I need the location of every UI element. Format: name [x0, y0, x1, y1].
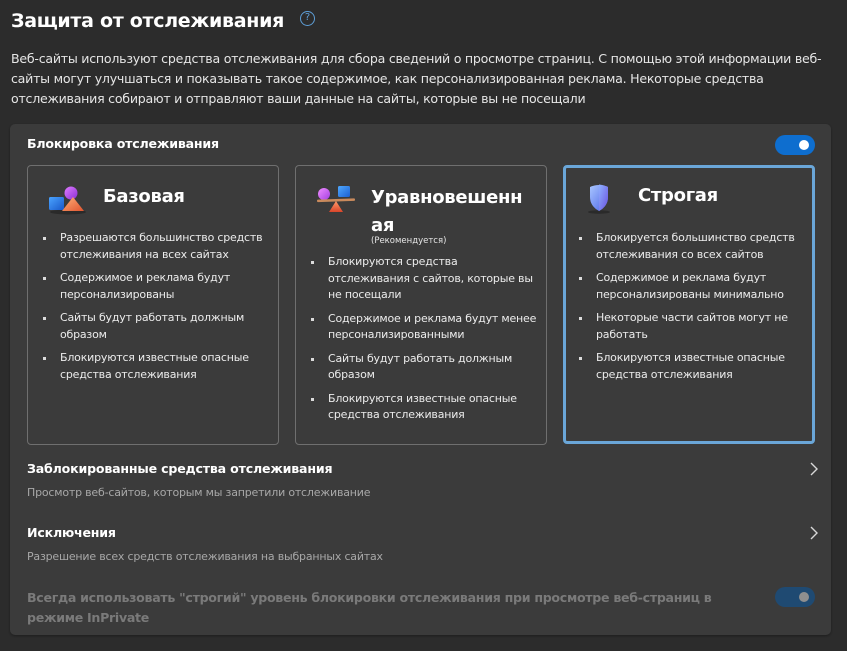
tracking-settings-card — [10, 124, 831, 635]
bullet-item: Содержимое и реклама будут менее персонализированными — [310, 311, 538, 344]
blocked-trackers-link[interactable] — [27, 461, 817, 499]
shield-icon — [582, 182, 626, 214]
bullet-item: Блокируется большинство средств отслеживания со всех сайтов — [578, 230, 806, 263]
bullet-item: Некоторые части сайтов могут не работать — [578, 310, 806, 343]
recommended-label: (Рекомендуется) — [371, 236, 447, 246]
bullet-item: Блокируются средства отслеживания с сайтов, которые вы не посещали — [310, 254, 538, 304]
level-title: Уравновешенная — [371, 187, 523, 236]
page-description: Веб-сайты используют средства отслеживания для сбора сведений о просмотре страниц. С помощью этой информации веб-сайты могут улучшаться и показывать такое содержимое, как персонализированная реклама. Некоторые средства отслеживания собирают и отправляют ваши данные на сайты, которые вы не посещали — [11, 51, 822, 106]
level-title: Базовая — [103, 186, 185, 207]
chevron-right-icon[interactable] — [809, 461, 819, 477]
bullet-item: Содержимое и реклама будут персонализированы минимально — [578, 270, 806, 303]
help-icon[interactable]: ? — [300, 11, 315, 26]
toggle-knob — [799, 140, 809, 150]
page-title: Защита от отслеживания — [11, 10, 285, 32]
bullet-item: Блокируются известные опасные средства отслеживания — [578, 350, 806, 383]
bullet-item: Сайты будут работать должным образом — [310, 351, 538, 384]
exceptions-title: Исключения — [27, 525, 116, 540]
chevron-right-icon[interactable] — [809, 525, 819, 541]
inprivate-strict-label: Всегда использовать "строгий" уровень блокировки отслеживания при просмотре веб-страниц в режиме InPrivate — [27, 590, 712, 625]
bullet-item: Разрешаются большинство средств отслеживания на всех сайтах — [42, 230, 270, 263]
balance-scale-icon — [314, 183, 358, 215]
level-card-balanced[interactable] — [295, 165, 547, 445]
level-card-basic[interactable] — [27, 165, 279, 445]
shapes-icon — [46, 183, 90, 215]
level-bullets — [578, 230, 806, 390]
blocked-trackers-description: Просмотр веб-сайтов, которым мы запретили отслеживание — [27, 486, 371, 499]
level-bullets — [42, 230, 270, 390]
level-title: Строгая — [638, 185, 718, 206]
exceptions-description: Разрешение всех средств отслеживания на выбранных сайтах — [27, 550, 383, 563]
toggle-knob — [799, 592, 809, 602]
tracking-blocking-toggle[interactable] — [775, 135, 815, 155]
title-row — [11, 4, 315, 38]
tracking-blocking-label: Блокировка отслеживания — [27, 136, 219, 151]
bullet-item: Содержимое и реклама будут персонализированы — [42, 270, 270, 303]
bullet-item: Блокируются известные опасные средства отслеживания — [42, 350, 270, 383]
bullet-item: Блокируются известные опасные средства отслеживания — [310, 391, 538, 424]
level-bullets — [310, 254, 538, 431]
exceptions-link[interactable] — [27, 525, 817, 563]
bullet-item: Сайты будут работать должным образом — [42, 310, 270, 343]
blocked-trackers-title: Заблокированные средства отслеживания — [27, 461, 333, 476]
level-card-strict[interactable] — [563, 165, 815, 444]
inprivate-strict-toggle[interactable] — [775, 587, 815, 607]
